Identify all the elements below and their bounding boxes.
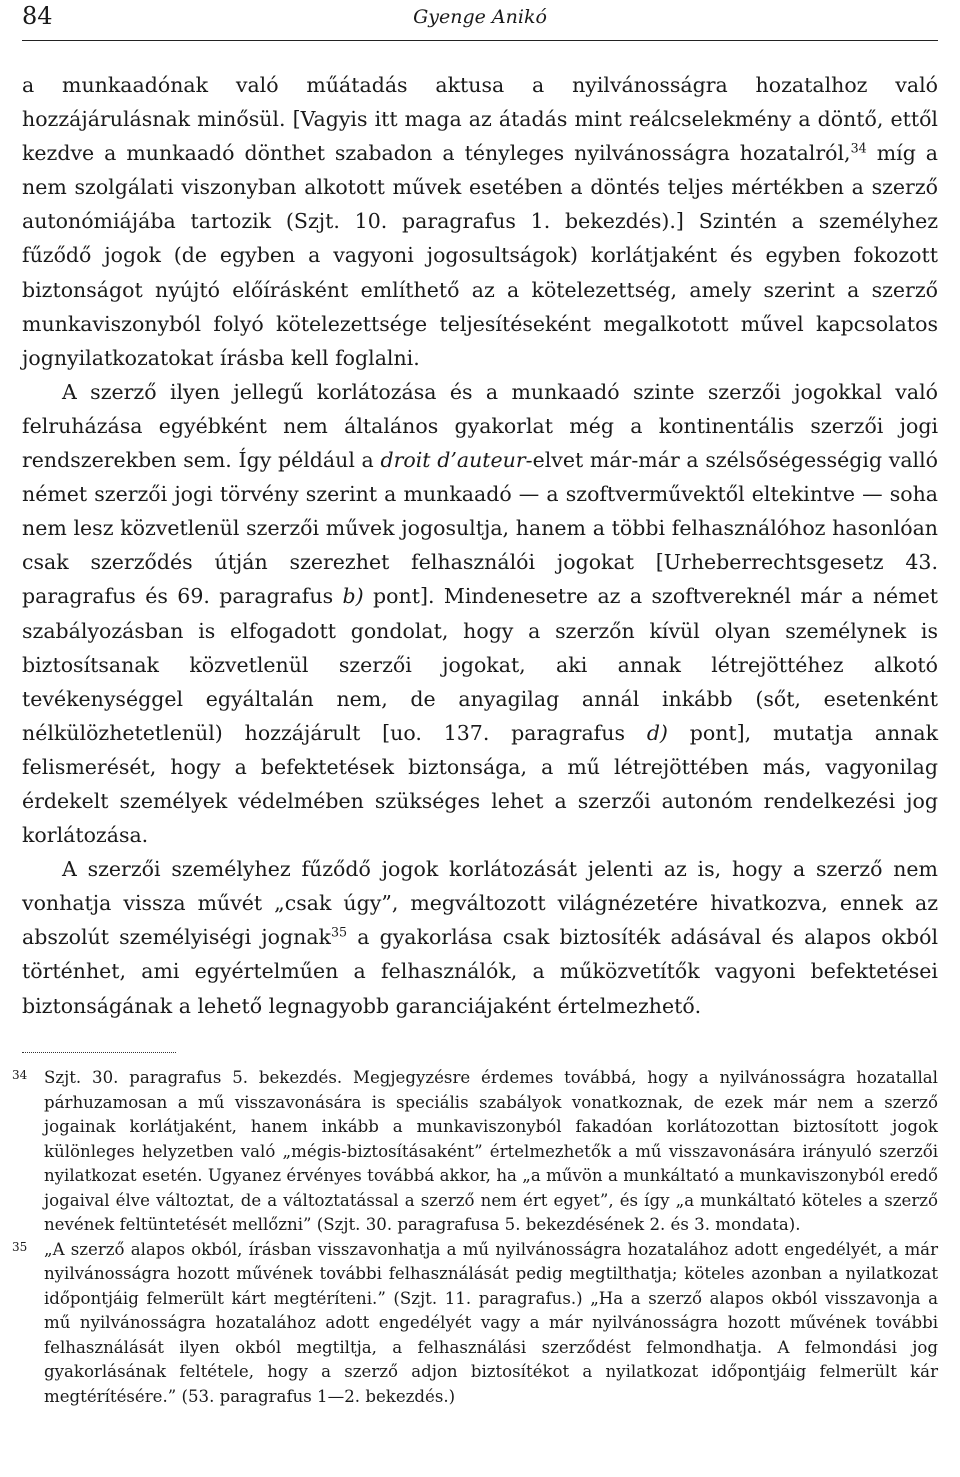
paragraph-3: [22, 852, 938, 1022]
footnote-ref-34[interactable]: 34: [850, 140, 867, 156]
paragraph-1: [22, 68, 938, 375]
paragraph-2-text-b: -elvet már-már a szélsőségességig valló német szerzői jogi törvény szerint a munkaadó — a szoftverművektől eltekintve — soha nem lesz közvetlenül szerzői művek jogosultja, hanem a többi felhasználóhoz hasonlóan csak szerződés útján szerezhet felhasználói jogokat [Urheberrechtsgesetz 43. paragrafus és 69. paragrafus: [22, 448, 939, 609]
main-text: [22, 68, 938, 1023]
footnote-separator: [22, 1052, 176, 1053]
footnote-text: „A szerző alapos okból, írásban visszavonhatja a mű nyilvánosságra hozatalához adott engedélyét, a már nyilvánosságra hozott művének további felhasználását pedig megtilthatja; köteles azonban a nyilatkozat időpontjáig felmerült kárt megtéríteni.” (Szjt. 11. paragrafus.) „Ha a szerző alapos okból visszavonja a mű nyilvánosságra hozatalához adott engedélyét vagy a már nyilvánosságra hozott művének további felhasználását ilyen okból megtiltja, a felhasználási szerződést felmondhatja. A felmondási jog gyakorlásának feltétele, hogy a szerző adjon biztosítékot a nyilatkozat időpontjáig felmerült kár megtérítésére.” (53. paragrafus 1—2. bekezdés.): [44, 1239, 938, 1406]
footnote-35: [12, 1238, 938, 1410]
page-number: 84: [22, 2, 53, 30]
page-header: [22, 0, 938, 41]
footnote-number: 35: [12, 1239, 28, 1254]
paragraph-2-italic-d: d): [646, 720, 668, 745]
paragraph-2-text-c: pont]. Mindenesetre az a szoftvereknél már a német szabályozásban is elfogadott gondolat, hogy a szerzőn kívül olyan személynek is biztosítsanak közvetlenül szerzői jogokat, aki annak létrejöttéhez alkotó tevékenységgel egyáltalán nem, de anyagilag annál inkább (sőt, esetenként nélkülözhetetlenül) hozzájárult [uo. 137. paragrafus: [22, 584, 938, 745]
paragraph-1-text-a: a munkaadónak való műátadás aktusa a nyilvánosságra hozatalhoz való hozzájárulásnak minősül. [Vagyis itt maga az átadás mint reálcselekmény a döntő, ettől kezdve a munkaadó dönthet szabadon a tényleges nyilvánosságra hozatalról,: [22, 73, 938, 166]
paragraph-3-text-b: a gyakorlása csak biztosíték adásával és alapos okból történhet, ami egyértelműen a felhasználók, a műközvetítők vagyoni befektetései biztonságának a lehető legnagyobb garanciájaként értelmezhető.: [22, 925, 938, 1018]
footnote-ref-35[interactable]: 35: [330, 924, 348, 940]
footnote-text: Szjt. 30. paragrafus 5. bekezdés. Megjegyzésre érdemes továbbá, hogy a nyilvánosságra hozatallal párhuzamosan a mű visszavonására is speciális szabályok vonatkoznak, de ezek már nem a szerző jogainak korlátjaként, hanem inkább a munkaviszonyból fakadóan korlátozottan biztosított jogok különleges helyzetben való „mégis-biztosításaként” értelmezhetők a mű visszavonására irányuló szerzői nyilatkozat esetén. Ugyanez érvényes továbbá akkor, ha „a művön a munkáltató a munkaviszonyból eredő jogaival élve változtat, de a változtatással a szerző nem ért egyet”, és így „a munkáltató köteles a szerző nevének feltüntetését mellőzni” (Szjt. 30. paragrafusa 5. bekezdésének 2. és 3. mondata).: [44, 1068, 938, 1234]
paragraph-1-text-b: míg a nem szolgálati viszonyban alkotott művek esetében a döntés teljes mértékben a szerző autonómiájába tartozik (Szjt. 10. paragrafus 1. bekezdés).] Szintén a személyhez fűződő jogok (de egyben a vagyoni jogosultságok) korlátjaként és egyben fokozott biztonságot nyújtó előírásként említhető az a kötelezettség, amely szerint a szerző munkaviszonyból folyó kötelezettsége teljesítéseként megalkotott művel kapcsolatos jognyilatkozatokat írásba kell foglalni.: [22, 141, 939, 370]
footnote-number: 34: [12, 1068, 28, 1082]
footnotes: [12, 1066, 938, 1409]
paragraph-2-text-d: pont], mutatja annak felismerését, hogy a befektetések biztonsága, a mű létrejöttében más, vagyonilag érdekelt személyek védelmében szükséges lehet a szerzői autonóm rendelkezési jog korlátozása.: [22, 720, 938, 848]
paragraph-3-text-a: A szerzői személyhez fűződő jogok korlátozását jelenti az is, hogy a szerző nem vonhatja vissza művét „csak úgy”, megváltozott világnézetére hivatkozva, ennek az abszolút személyiségi jognak: [22, 857, 938, 950]
running-head: Gyenge Anikó: [413, 6, 547, 28]
footnote-34: [12, 1066, 938, 1238]
paragraph-2-italic-droit-dauteur: droit d’auteur: [380, 448, 526, 473]
paragraph-2: [22, 375, 938, 852]
paragraph-2-text-a: A szerző ilyen jellegű korlátozása és a munkaadó szinte szerzői jogokkal való felruházása egyébként nem általános gyakorlat még a kontinentális szerzői jogi rendszerekben sem. Így például a: [22, 379, 938, 473]
paragraph-2-italic-b: b): [342, 584, 364, 609]
